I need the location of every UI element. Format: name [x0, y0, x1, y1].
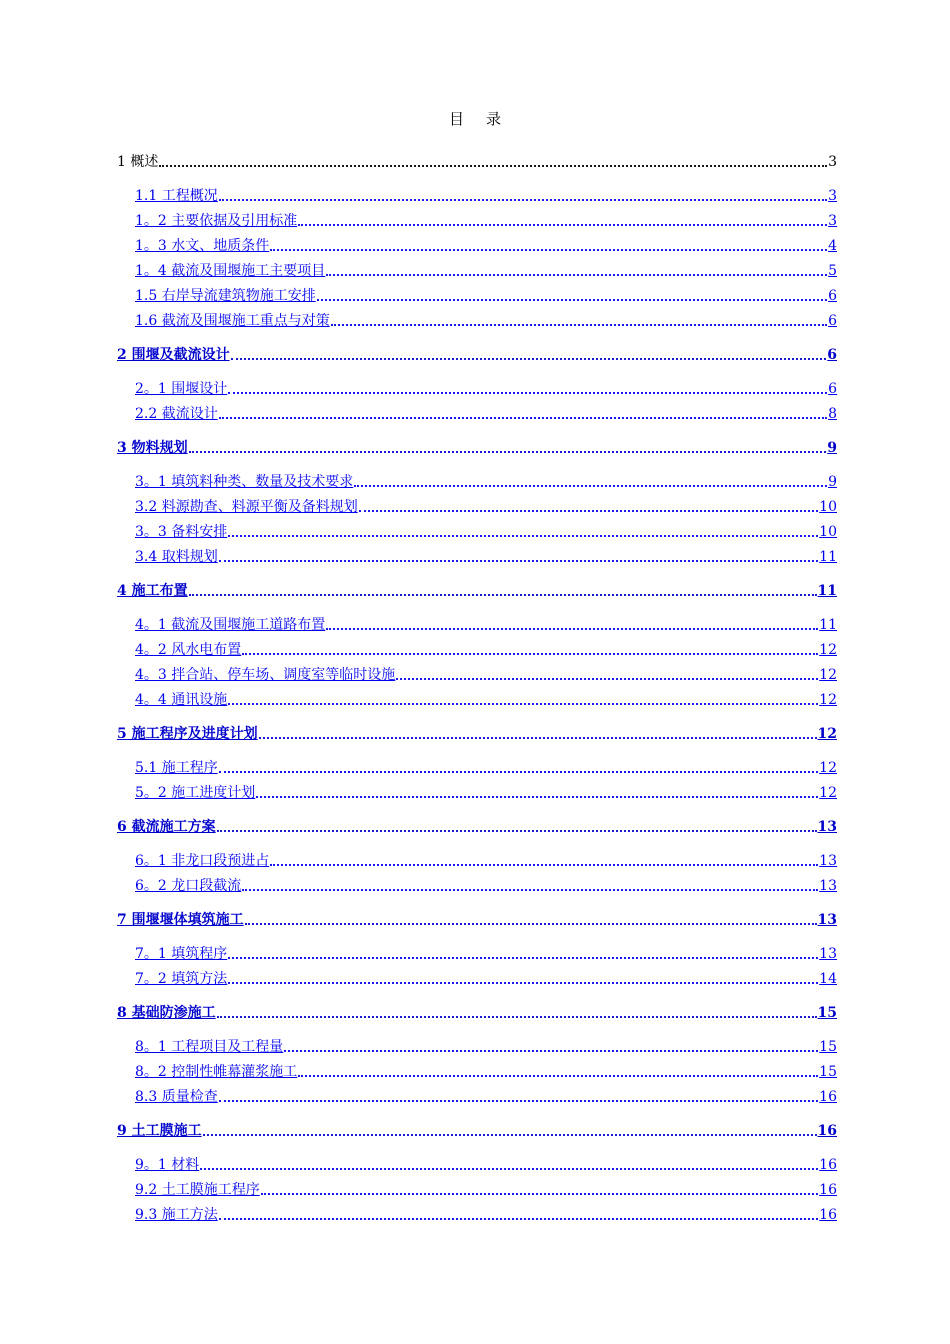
toc-dot-leader	[219, 1218, 818, 1220]
toc-page-number: 9	[827, 440, 837, 456]
toc-page-number: 6	[828, 288, 837, 304]
table-of-contents	[117, 146, 837, 1224]
toc-entry-title: 7。1 填筑程序	[135, 946, 228, 962]
toc-dot-leader	[298, 1075, 818, 1077]
toc-page-number: 10	[819, 499, 837, 515]
toc-dot-leader	[317, 299, 827, 301]
toc-dot-leader	[259, 737, 817, 739]
toc-section-link[interactable]	[117, 1174, 837, 1199]
toc-page-number: 12	[819, 667, 837, 683]
toc-entry-title: 9.3 施工方法	[135, 1207, 218, 1223]
toc-page-number: 4	[828, 238, 837, 254]
toc-entry-title: 3.4 取料规划	[135, 549, 218, 565]
toc-dot-leader	[231, 358, 827, 360]
toc-dot-leader	[245, 923, 817, 925]
toc-page-number: 6	[828, 313, 837, 329]
toc-section-link[interactable]	[117, 777, 837, 802]
toc-chapter-link[interactable]	[117, 432, 837, 457]
toc-page-number: 16	[817, 1123, 837, 1139]
toc-dot-leader	[242, 889, 818, 891]
toc-dot-leader	[261, 1193, 818, 1195]
toc-dot-leader	[159, 165, 827, 167]
toc-chapter-link[interactable]	[117, 811, 837, 836]
toc-page-number: 11	[819, 617, 837, 633]
toc-dot-leader	[228, 535, 818, 537]
toc-entry-title: 6 截流施工方案	[117, 819, 216, 835]
toc-dot-leader	[298, 224, 827, 226]
toc-dot-leader	[270, 864, 818, 866]
toc-page-number: 12	[819, 692, 837, 708]
toc-page-number: 15	[819, 1039, 837, 1055]
toc-entry-title: 1。3 水文、地质条件	[135, 238, 270, 254]
toc-chapter-link[interactable]	[117, 146, 837, 171]
toc-entry-title: 3。3 备料安排	[135, 524, 228, 540]
toc-section-link[interactable]	[117, 1199, 837, 1224]
toc-entry-title: 9 土工膜施工	[117, 1123, 202, 1139]
toc-entry-title: 3.2 料源勘查、料源平衡及备料规划	[135, 499, 358, 515]
toc-page-number: 11	[817, 583, 837, 599]
toc-dot-leader	[359, 510, 818, 512]
toc-entry-title: 4。1 截流及围堰施工道路布置	[135, 617, 326, 633]
toc-entry-title: 1。2 主要依据及引用标准	[135, 213, 298, 229]
toc-section-link[interactable]	[117, 963, 837, 988]
toc-section-link[interactable]	[117, 609, 837, 634]
toc-dot-leader	[284, 1050, 818, 1052]
toc-entry-title: 8 基础防渗施工	[117, 1005, 216, 1021]
toc-chapter-link[interactable]	[117, 997, 837, 1022]
toc-section-link[interactable]	[117, 1056, 837, 1081]
toc-page-number: 12	[817, 726, 837, 742]
toc-dot-leader	[354, 485, 827, 487]
toc-page-number: 13	[819, 878, 837, 894]
toc-title	[0, 108, 950, 129]
toc-page-number: 3	[828, 188, 837, 204]
toc-dot-leader	[326, 628, 818, 630]
toc-entry-title: 4 施工布置	[117, 583, 188, 599]
toc-dot-leader	[256, 796, 818, 798]
toc-dot-leader	[189, 451, 827, 453]
toc-entry-title: 5.1 施工程序	[135, 760, 218, 776]
toc-page-number: 15	[817, 1005, 837, 1021]
toc-section-link[interactable]	[117, 1149, 837, 1174]
toc-entry-title: 5 施工程序及进度计划	[117, 726, 258, 742]
toc-dot-leader	[228, 392, 827, 394]
toc-page-number: 16	[819, 1207, 837, 1223]
toc-entry-title: 9.2 土工膜施工程序	[135, 1182, 260, 1198]
toc-section-link[interactable]	[117, 305, 837, 330]
toc-section-link[interactable]	[117, 230, 837, 255]
toc-entry-title: 1。4 截流及围堰施工主要项目	[135, 263, 326, 279]
toc-page-number: 9	[828, 474, 837, 490]
toc-dot-leader	[219, 771, 818, 773]
toc-entry-title: 4。3 拌合站、停车场、调度室等临时设施	[135, 667, 396, 683]
toc-section-link[interactable]	[117, 516, 837, 541]
toc-entry-title: 8。2 控制性帷幕灌浆施工	[135, 1064, 298, 1080]
toc-chapter-link[interactable]	[117, 575, 837, 600]
toc-title-right: 录	[486, 110, 502, 128]
toc-page-number: 13	[819, 853, 837, 869]
toc-dot-leader	[228, 957, 818, 959]
toc-entry-title: 1 概述	[117, 154, 159, 170]
toc-entry-title: 2。1 围堰设计	[135, 381, 228, 397]
toc-dot-leader	[219, 417, 827, 419]
toc-page-number: 14	[819, 971, 837, 987]
toc-section-link[interactable]	[117, 634, 837, 659]
toc-page-number: 16	[819, 1089, 837, 1105]
toc-page-number: 15	[819, 1064, 837, 1080]
toc-entry-title: 2.2 截流设计	[135, 406, 218, 422]
toc-page-number: 3	[828, 213, 837, 229]
toc-section-link[interactable]	[117, 845, 837, 870]
toc-entry-title: 3。1 填筑料种类、数量及技术要求	[135, 474, 354, 490]
toc-section-link[interactable]	[117, 684, 837, 709]
toc-section-link[interactable]	[117, 255, 837, 280]
toc-section-link[interactable]	[117, 280, 837, 305]
toc-entry-title: 2 围堰及截流设计	[117, 347, 230, 363]
toc-dot-leader	[270, 249, 827, 251]
toc-page-number: 3	[828, 154, 837, 170]
toc-section-link[interactable]	[117, 180, 837, 205]
toc-section-link[interactable]	[117, 491, 837, 516]
toc-dot-leader	[396, 678, 818, 680]
toc-section-link[interactable]	[117, 752, 837, 777]
toc-entry-title: 6。2 龙口段截流	[135, 878, 242, 894]
toc-title-left: 目	[448, 110, 464, 128]
toc-page-number: 12	[819, 785, 837, 801]
toc-entry-title: 8。1 工程项目及工程量	[135, 1039, 284, 1055]
toc-entry-title: 7。2 填筑方法	[135, 971, 228, 987]
toc-entry-title: 4。4 通讯设施	[135, 692, 228, 708]
toc-section-link[interactable]	[117, 373, 837, 398]
toc-page-number: 5	[828, 263, 837, 279]
toc-entry-title: 1.1 工程概况	[135, 188, 218, 204]
toc-dot-leader	[203, 1134, 817, 1136]
toc-section-link[interactable]	[117, 541, 837, 566]
toc-page-number: 11	[819, 549, 837, 565]
toc-page-number: 16	[819, 1182, 837, 1198]
toc-dot-leader	[228, 982, 818, 984]
toc-page-number: 8	[828, 406, 837, 422]
toc-page-number: 13	[817, 912, 837, 928]
toc-entry-title: 4。2 风水电布置	[135, 642, 242, 658]
toc-dot-leader	[217, 1016, 817, 1018]
toc-entry-title: 7 围堰堰体填筑施工	[117, 912, 244, 928]
toc-dot-leader	[217, 830, 817, 832]
toc-page-number: 12	[819, 642, 837, 658]
toc-dot-leader	[228, 703, 818, 705]
toc-page-number: 6	[827, 347, 837, 363]
toc-dot-leader	[219, 199, 827, 201]
toc-dot-leader	[219, 560, 818, 562]
toc-section-link[interactable]	[117, 938, 837, 963]
toc-chapter-link[interactable]	[117, 718, 837, 743]
toc-page-number: 16	[819, 1157, 837, 1173]
toc-chapter-link[interactable]	[117, 1115, 837, 1140]
toc-page-number: 10	[819, 524, 837, 540]
toc-dot-leader	[189, 594, 817, 596]
toc-chapter-link[interactable]	[117, 339, 837, 364]
toc-page-number: 12	[819, 760, 837, 776]
toc-page-number: 13	[817, 819, 837, 835]
toc-entry-title: 6。1 非龙口段预进占	[135, 853, 270, 869]
toc-section-link[interactable]	[117, 466, 837, 491]
toc-section-link[interactable]	[117, 1081, 837, 1106]
toc-page-number: 13	[819, 946, 837, 962]
toc-dot-leader	[242, 653, 818, 655]
toc-section-link[interactable]	[117, 398, 837, 423]
toc-dot-leader	[200, 1168, 818, 1170]
toc-dot-leader	[219, 1100, 818, 1102]
toc-entry-title: 5。2 施工进度计划	[135, 785, 256, 801]
toc-chapter-link[interactable]	[117, 904, 837, 929]
toc-entry-title: 3 物料规划	[117, 440, 188, 456]
toc-section-link[interactable]	[117, 870, 837, 895]
toc-dot-leader	[326, 274, 827, 276]
toc-entry-title: 9。1 材料	[135, 1157, 200, 1173]
toc-entry-title: 1.6 截流及围堰施工重点与对策	[135, 313, 330, 329]
toc-section-link[interactable]	[117, 1031, 837, 1056]
toc-entry-title: 8.3 质量检查	[135, 1089, 218, 1105]
toc-entry-title: 1.5 右岸导流建筑物施工安排	[135, 288, 316, 304]
toc-section-link[interactable]	[117, 659, 837, 684]
toc-section-link[interactable]	[117, 205, 837, 230]
toc-dot-leader	[331, 324, 827, 326]
toc-page-number: 6	[828, 381, 837, 397]
